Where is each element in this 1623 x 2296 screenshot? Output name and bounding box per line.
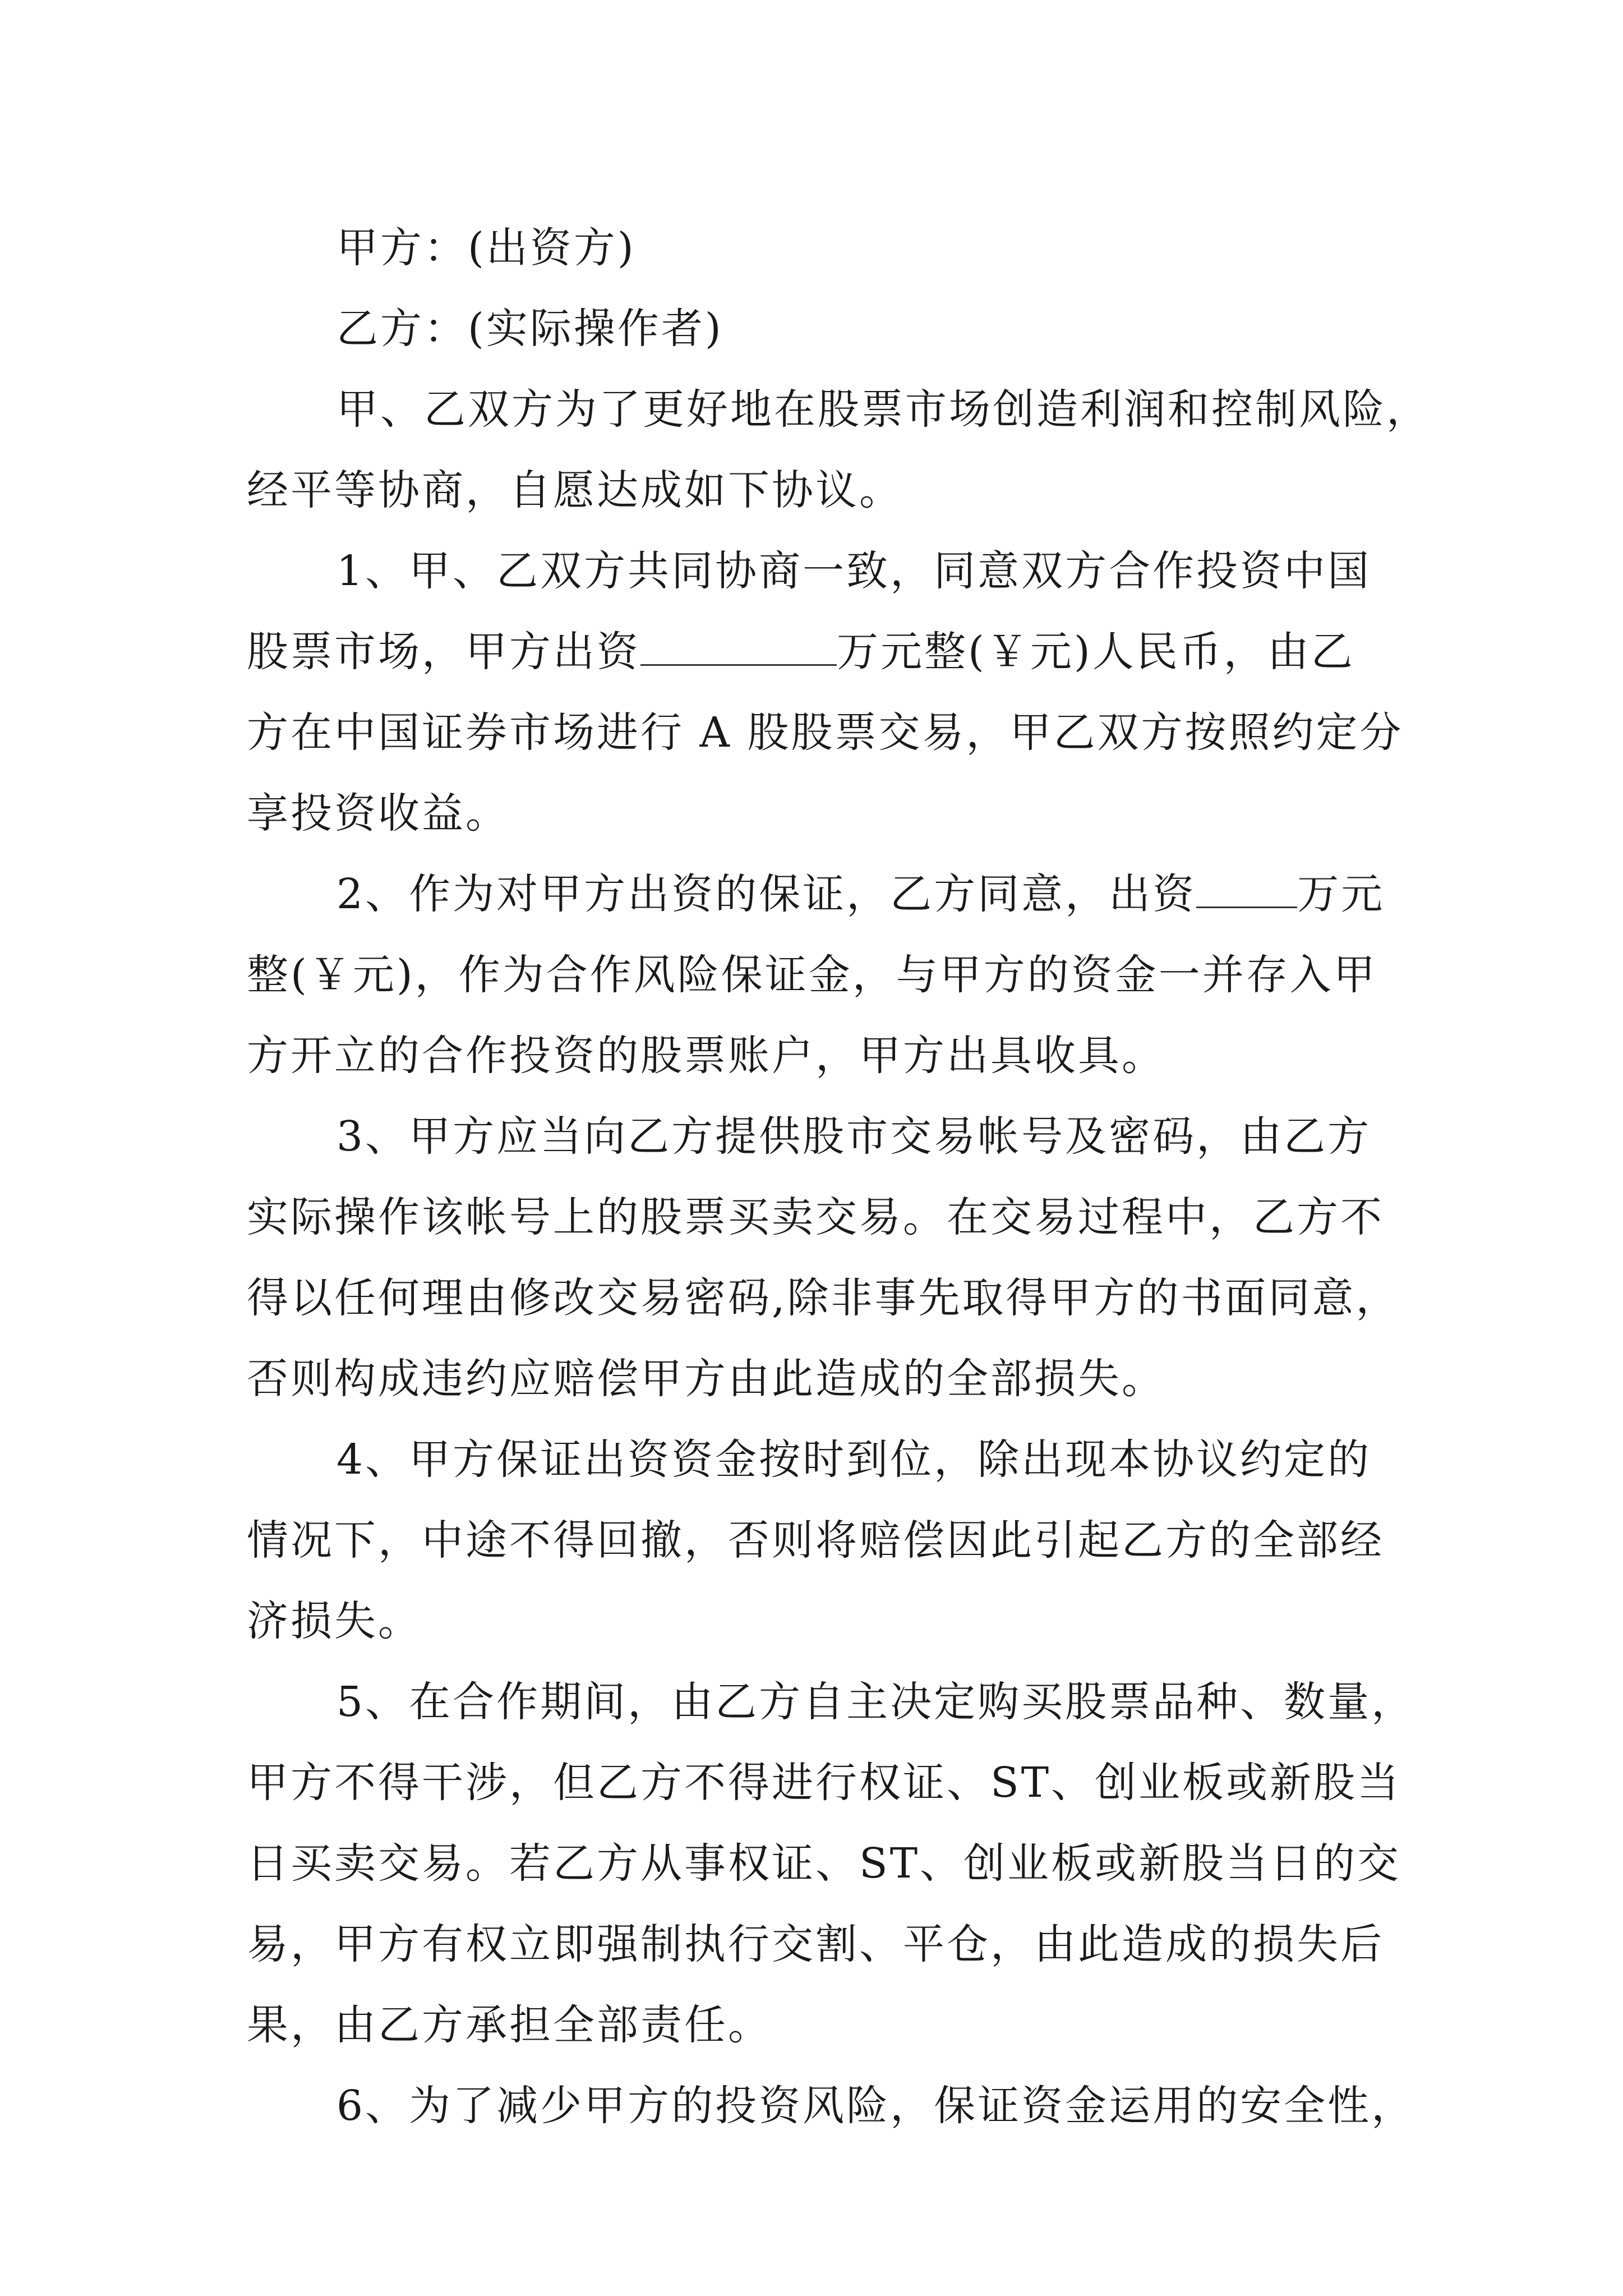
- clause-5-line: 甲方不得干涉，但乙方不得进行权证、ST、创业板或新股当: [247, 1759, 1401, 1807]
- clause-2-line: 方开立的合作投资的股票账户，甲方出具收具。: [247, 1032, 1165, 1080]
- clause-2-text: 2、作为对甲方出资的保证，乙方同意，出资: [336, 870, 1197, 918]
- clause-4-line: 4、甲方保证出资资金按时到位，除出现本协议约定的: [336, 1435, 1372, 1484]
- clause-5-line: 5、在合作期间，由乙方自主决定购买股票品种、数量，: [336, 1678, 1415, 1726]
- clause-1-text: 股票市场，甲方出资: [247, 628, 640, 676]
- clause-2-line: 整(￥元)，作为合作风险保证金，与甲方的资金一并存入甲: [247, 951, 1377, 999]
- clause-3-line: 实际操作该帐号上的股票买卖交易。在交易过程中，乙方不: [247, 1193, 1384, 1241]
- amount-blank: [640, 625, 837, 666]
- clause-1-line: 方在中国证券市场进行 A 股股票交易，甲乙双方按照约定分: [247, 708, 1404, 757]
- party-a-line: 甲方：(出资方): [336, 224, 636, 272]
- amount-blank: [1196, 867, 1297, 908]
- clause-1-line: 1、甲、乙双方共同协商一致，同意双方合作投资中国: [336, 547, 1372, 595]
- clause-6-line: 6、为了减少甲方的投资风险，保证资金运用的安全性，: [336, 2082, 1415, 2130]
- party-b-line: 乙方：(实际操作者): [336, 305, 723, 353]
- clause-3-line: 3、甲方应当向乙方提供股市交易帐号及密码，由乙方: [336, 1112, 1372, 1161]
- clause-5-line: 果，由乙方承担全部责任。: [247, 2001, 772, 2049]
- preamble-line: 甲、乙双方为了更好地在股票市场创造利润和控制风险，: [336, 385, 1430, 434]
- clause-4-line: 情况下，中途不得回撤，否则将赔偿因此引起乙方的全部经: [247, 1516, 1384, 1565]
- clause-3-line: 得以任何理由修改交易密码,除非事先取得甲方的书面同意，: [247, 1274, 1400, 1322]
- agreement-text: [247, 208, 1430, 2146]
- clause-5-line: 易，甲方有权立即强制执行交割、平仓，由此造成的损失后: [247, 1920, 1384, 1968]
- clause-4-line: 济损失。: [247, 1597, 422, 1645]
- clause-1-text: 万元整(￥元)人民币，由乙: [837, 628, 1355, 676]
- clause-2-text: 万元: [1297, 870, 1385, 918]
- clause-2-line: [247, 854, 1413, 935]
- clause-1-line: [247, 611, 1413, 692]
- preamble-line: 经平等协商，自愿达成如下协议。: [247, 466, 903, 514]
- clause-3-line: 否则构成违约应赔偿甲方由此造成的全部损失。: [247, 1355, 1165, 1403]
- clause-5-line: 日买卖交易。若乙方从事权证、ST、创业板或新股当日的交: [247, 1839, 1401, 1888]
- clause-1-line: 享投资收益。: [247, 789, 509, 838]
